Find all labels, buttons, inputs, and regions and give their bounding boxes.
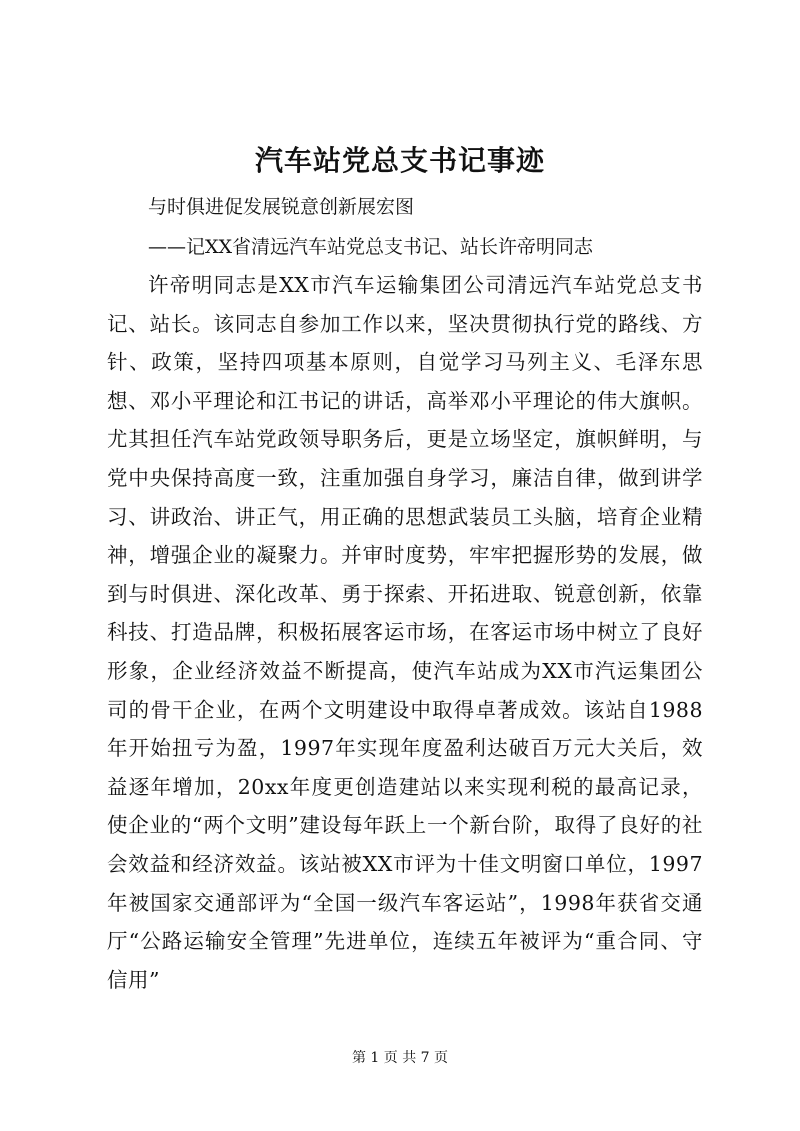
document-subtitle: 与时俱进促发展锐意创新展宏图 [148, 196, 415, 218]
document-title: 汽车站党总支书记事迹 [254, 144, 545, 177]
page-footer: 第 1 页 共 7 页 [351, 1050, 449, 1066]
body-paragraph: 许帝明同志是XX市汽车运输集团公司清远汽车站党总支书记、站长。该同志自参加工作以来，坚决贯彻执行党的路线、方针、政策，坚持四项基本原则，自觉学习马列主义、毛泽东思想、邓小平理论和江书记的讲话，高举邓小平理论的伟大旗帜。尤其担任汽车站党政领导职务后，更是立场坚定，旗帜鲜明，与党中央保持高度一致，注重加强自身学习，廉洁自律，做到讲学习、讲政治、讲正气，用正确的思想武装员工头脑，培育企业精神，增强企业的凝聚力。并审时度势，牢牢把握形势的发展，做到与时俱进、深化改革、勇于探索、开拓进取、锐意创新，依靠科技、打造品牌，积极拓展客运市场，在客运市场中树立了良好形象，企业经济效益不断提高，使汽车站成为XX市汽运集团公司的骨干企业，在两个文明建设中取得卓著成效。该站自1988年开始扭亏为盈，1997年实现年度盈利达破百万元大关后，效益逐年增加，20xx年度更创造建站以来实现利税的最高记录，使企业的“两个文明”建设每年跃上一个新台阶，取得了良好的社会效益和经济效益。该站被XX市评为十佳文明窗口单位，1997年被国家交通部评为“全国一级汽车客运站”，1998年获省交通厅“公路运输安全管理”先进单位，连续五年被评为“重合同、守信用” [107, 273, 703, 992]
document-byline: ——记XX省清远汽车站党总支书记、站长许帝明同志 [148, 236, 594, 258]
